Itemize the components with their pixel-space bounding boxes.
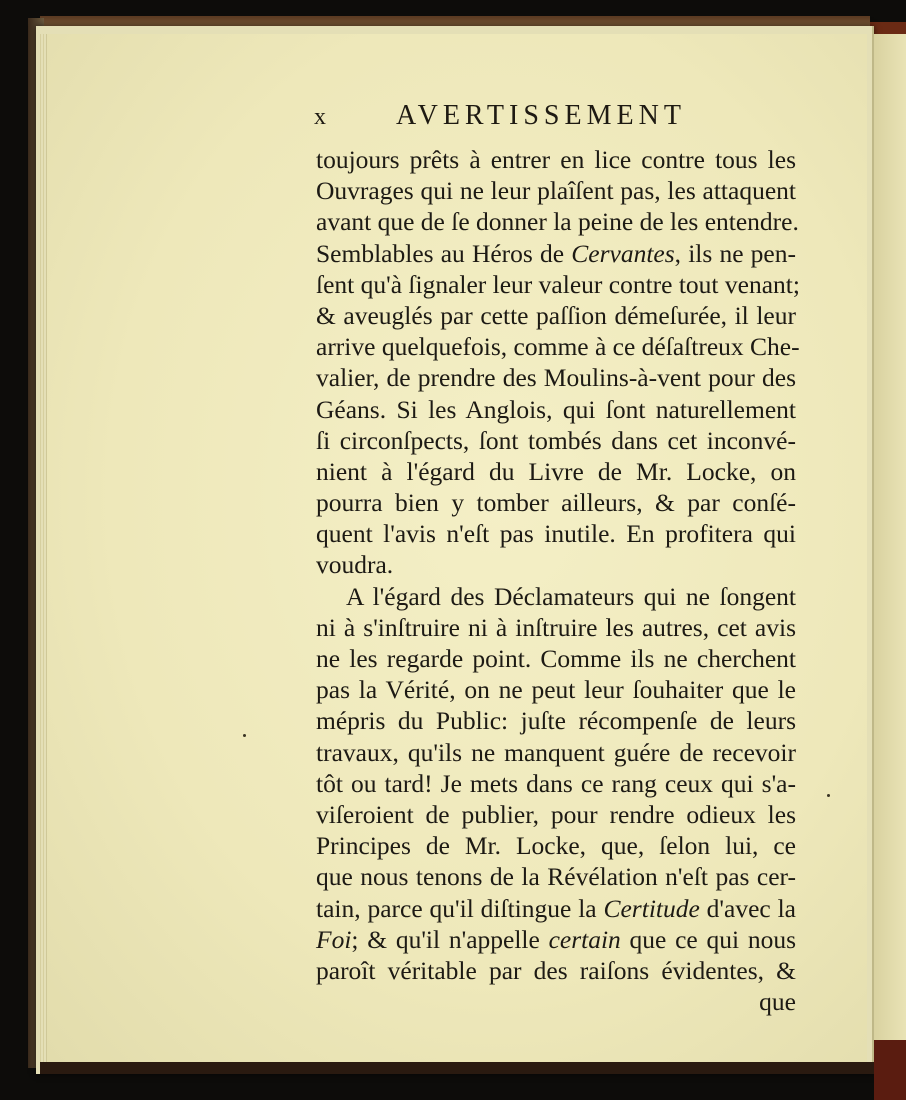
- text-line: que nous tenons de la Révélation n'eſt pas cer-: [316, 862, 796, 892]
- text-line: [316, 893, 796, 924]
- text-line: mépris du Public: juſte récompenſe de leurs: [316, 706, 796, 736]
- text-line: [316, 924, 796, 955]
- text-segment: , ils ne pen-: [674, 238, 796, 268]
- text-line: viſeroient de publier, pour rendre odieux les: [316, 799, 796, 829]
- text-line: Ouvrages qui ne leur plaîſent pas, les attaquent: [316, 176, 796, 206]
- text-line: [316, 238, 796, 269]
- text-segment: ; & qu'il n'appelle: [351, 924, 549, 954]
- body-text: [316, 144, 800, 1017]
- text-line: pourra bien y tomber ailleurs, & par conſé-: [316, 488, 796, 518]
- text-line: & aveuglés par cette paſſion démeſurée, il leur: [316, 300, 796, 330]
- italic-term: Foi: [316, 924, 352, 954]
- book-cover-bottom: [40, 1062, 874, 1074]
- text-line: arrive quelquefois, comme à ce déſaſtreux Che-: [316, 332, 800, 362]
- paper-speck: [243, 734, 246, 737]
- text-line: voudra.: [316, 550, 394, 580]
- text-line: nient à l'égard du Livre de Mr. Locke, on: [316, 456, 796, 486]
- text-line: paroît véritable par des raiſons évidentes, &: [316, 955, 796, 985]
- running-head: [312, 98, 712, 138]
- text-line: Principes de Mr. Locke, que, ſelon lui, ce: [316, 831, 796, 861]
- paper-speck: [827, 794, 830, 797]
- page-edge-line: [43, 34, 44, 1062]
- italic-term: certain: [548, 924, 621, 954]
- book-cover-corner: [870, 22, 906, 34]
- text-line: A l'égard des Déclamateurs qui ne ſongent: [346, 581, 796, 611]
- text-segment: que ce qui nous: [620, 924, 796, 954]
- facing-page-edge: [874, 34, 906, 1064]
- text-line: ſent qu'à ſignaler leur valeur contre tout venant;: [316, 269, 800, 299]
- catchword: que: [759, 987, 796, 1017]
- text-line: ſi circonſpects, ſont tombés dans cet inconvé-: [316, 425, 796, 455]
- text-segment: Semblables au Héros de: [316, 238, 572, 268]
- text-line: Géans. Si les Anglois, qui ſont naturellement: [316, 394, 796, 424]
- text-line: quent l'avis n'eſt pas inutile. En profitera qui: [316, 519, 796, 549]
- page-number: x: [314, 104, 327, 130]
- text-line: ne les regarde point. Comme ils ne cherchent: [316, 644, 796, 673]
- text-line: pas la Vérité, on ne peut leur ſouhaiter que le: [316, 675, 796, 705]
- book-cover-corner: [874, 1040, 906, 1100]
- text-segment: d'avec la: [699, 893, 797, 923]
- text-line: avant que de ſe donner la peine de les entendre.: [316, 207, 799, 237]
- text-line: ni à s'inſtruire ni à inſtruire les autres, cet avis: [316, 612, 796, 642]
- text-line: toujours prêts à entrer en lice contre tous les: [316, 145, 796, 174]
- text-segment: tain, parce qu'il diſtingue la: [316, 893, 604, 923]
- running-title: AVERTISSEMENT: [396, 100, 686, 131]
- italic-term: Certitude: [603, 893, 700, 923]
- text-line: valier, de prendre des Moulins-à-vent pour des: [316, 363, 796, 393]
- text-line: tôt ou tard! Je mets dans ce rang ceux qui s'a-: [316, 768, 796, 798]
- italic-name: Cervantes: [571, 238, 675, 268]
- page-edge-line: [40, 34, 41, 1062]
- text-line: travaux, qu'ils ne manquent guére de recevoir: [316, 737, 796, 767]
